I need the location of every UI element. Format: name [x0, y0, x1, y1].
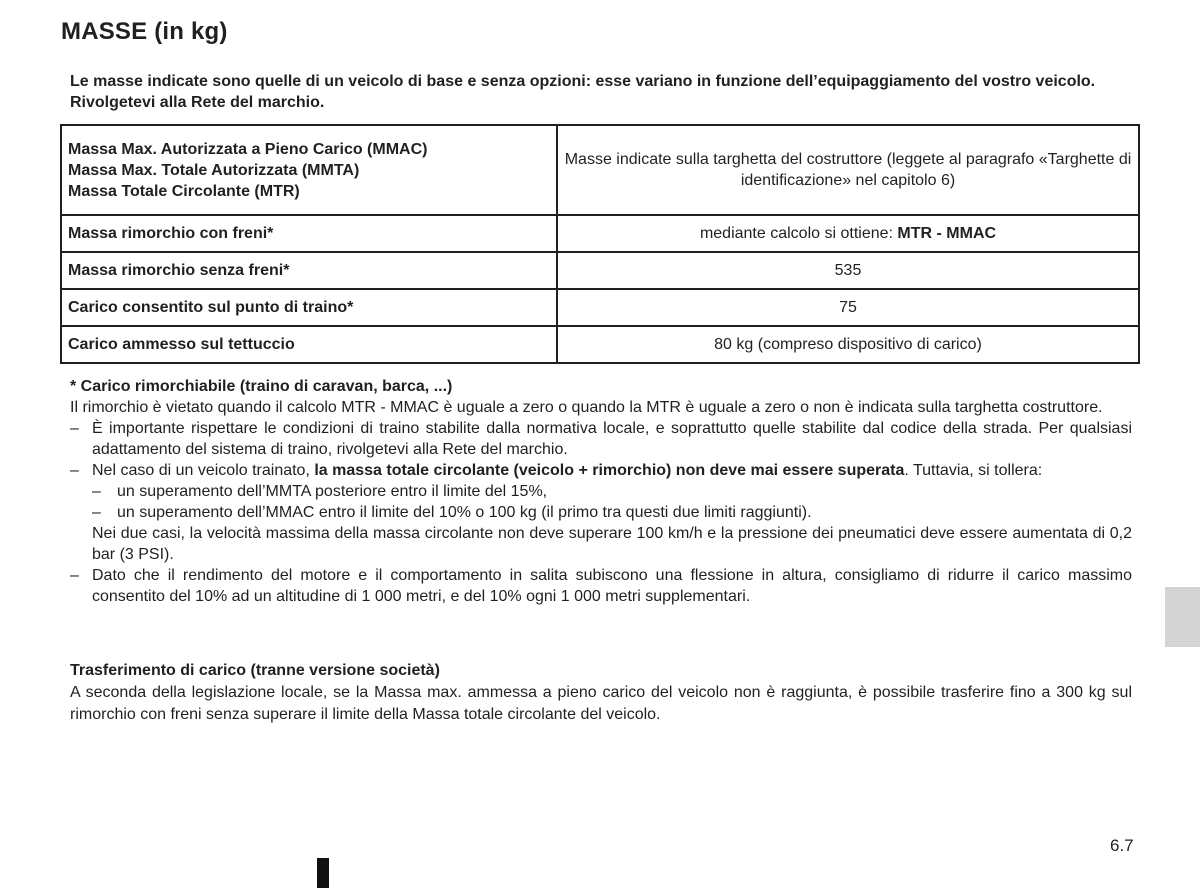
note-dash-item: – Dato che il rendimento del motore e il comportamento in salita subiscono una flessione in altura, consigliamo di ridurre il carico massimo consentito del 10% ad un altitudine di 1 000 metri, e del 10% ogni 1 000 metri supplementari. [70, 565, 1132, 607]
note-dash-item: – È importante rispettare le condizioni di traino stabilite dalla normativa locale, e soprattutto quelle stabilite dal codice della strada. Per qualsiasi adattamento del sistema di traino, rivolgetevi alla Rete del marchio. [70, 418, 1132, 460]
crop-mark [317, 858, 329, 888]
value-plate-note: Masse indicate sulla targhetta del costruttore (leggete al paragrafo «Targhette di identificazione» nel capitolo 6) [564, 151, 1132, 189]
note-bold-text: la massa totale circolante (veicolo + rimorchio) non deve mai essere superata [314, 462, 905, 479]
value-braked-prefix: mediante calcolo si ottiene: [699, 225, 898, 242]
masses-table [60, 124, 1140, 364]
note-sub-item: – un superamento dell’MMAC entro il limite del 10% o 100 kg (il primo tra questi due limiti raggiunti). [70, 502, 1132, 523]
towing-notes [70, 376, 1132, 607]
page-title: MASSE (in kg) [61, 18, 228, 45]
row-value [557, 215, 1139, 252]
page-number: 6.7 [1110, 836, 1134, 855]
value-roof-load: 80 kg (compreso dispositivo di carico) [557, 326, 1139, 363]
chapter-tab [1165, 587, 1200, 647]
table-row [61, 252, 1139, 289]
note-dash-item [70, 460, 1132, 481]
row-label [61, 125, 557, 215]
label-braked-trailer: Massa rimorchio con freni* [61, 215, 557, 252]
label-mmac: Massa Max. Autorizzata a Pieno Carico (MMAC) [68, 140, 428, 158]
transfer-heading: Trasferimento di carico (tranne versione società) [70, 662, 440, 679]
row-value [557, 125, 1139, 215]
value-unbraked-trailer: 535 [557, 252, 1139, 289]
label-roof-load: Carico ammesso sul tettuccio [61, 326, 557, 363]
notes-paragraph: Il rimorchio è vietato quando il calcolo MTR - MMAC è uguale a zero o quando la MTR è uguale a zero o non è indicata sulla targhetta costruttore. [70, 399, 1103, 416]
notes-heading: * Carico rimorchiabile (traino di caravan, barca, ...) [70, 378, 453, 395]
label-unbraked-trailer: Massa rimorchio senza freni* [61, 252, 557, 289]
intro-paragraph: Le masse indicate sono quelle di un veicolo di base e senza opzioni: esse variano in funzione dell’equipaggiamento del vostro veicolo. Rivolgetevi alla Rete del marchio. [70, 73, 1096, 111]
label-mmta: Massa Max. Totale Autorizzata (MMTA) [68, 161, 360, 179]
table-row [61, 326, 1139, 363]
table-row [61, 125, 1139, 215]
note-sub-item: – un superamento dell’MMTA posteriore entro il limite del 15%, [70, 481, 1132, 502]
value-towbar-load: 75 [557, 289, 1139, 326]
load-transfer-section [70, 660, 1132, 726]
label-mtr: Massa Totale Circolante (MTR) [68, 182, 300, 200]
note-continuation: Nei due casi, la velocità massima della massa circolante non deve superare 100 km/h e la pressione dei pneumatici deve essere aumentata di 0,2 bar (3 PSI). [92, 525, 1132, 563]
table-row [61, 215, 1139, 252]
label-towbar-load: Carico consentito sul punto di traino* [61, 289, 557, 326]
note-text: . Tuttavia, si tollera: [904, 462, 1043, 479]
transfer-text: A seconda della legislazione locale, se la Massa max. ammessa a pieno carico del veicolo non è raggiunta, è possibile trasferire fino a 300 kg sul rimorchio con freni senza superare il limite della Massa totale circolante del veicolo. [70, 684, 1132, 723]
table-row [61, 289, 1139, 326]
note-text: Nel caso di un veicolo trainato, [92, 462, 315, 479]
value-braked-formula: MTR - MMAC [897, 225, 997, 242]
